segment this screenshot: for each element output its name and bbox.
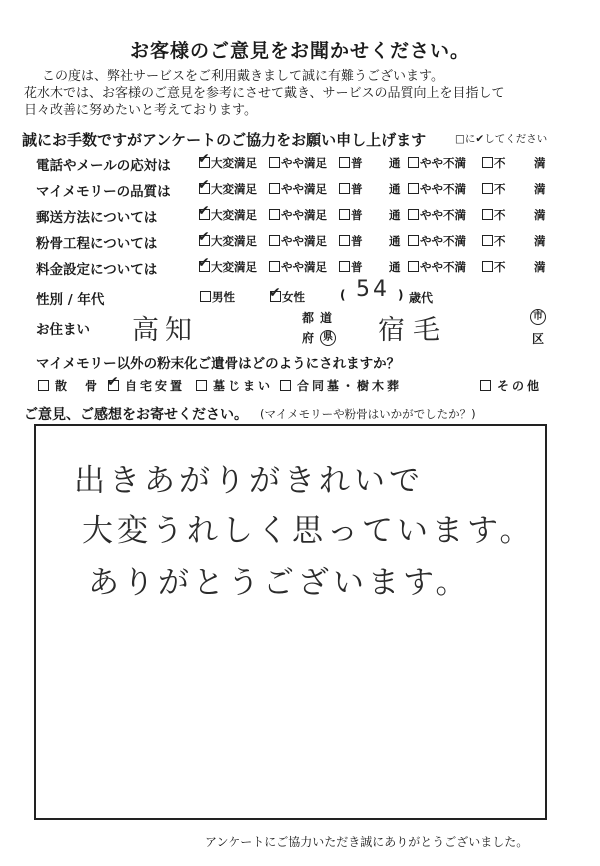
rating-option [389,181,401,197]
rating-option-label: 大変満足 [211,260,257,274]
rating-checkbox[interactable] [339,183,350,194]
check-mark: ✔ [198,255,210,271]
rating-option[interactable] [408,233,466,249]
after-question: マイメモリー以外の粉末化ご遺骨はどのようにされますか？ [36,356,401,372]
female-checkbox[interactable] [269,285,281,302]
question-label: マイメモリーの品質は [36,184,171,200]
rating-option[interactable] [269,207,327,223]
rating-option-label: やや満足 [281,156,327,170]
rating-checkbox[interactable] [482,209,493,220]
rating-checkbox[interactable] [482,183,493,194]
rating-option-label: やや満足 [281,182,327,196]
rating-option-label: 不 [494,208,506,222]
rating-option [389,233,401,249]
rating-checkbox[interactable] [408,157,419,168]
after-option-label: その他 [497,379,543,393]
rating-option[interactable] [339,181,363,197]
rating-option[interactable] [198,151,257,171]
after-option[interactable] [480,377,542,394]
ward-label: 区 [532,332,545,346]
rating-option[interactable] [198,177,257,197]
age-value[interactable]: 54 [356,277,390,302]
rating-checkbox[interactable] [269,183,280,194]
rating-option [534,155,546,171]
rating-option-label: 普 [351,234,363,248]
female-label: 女性 [282,290,305,304]
rating-checkbox[interactable] [269,235,280,246]
rating-checkbox[interactable] [269,209,280,220]
check-mark: ✔ [198,177,210,193]
footer-thanks: アンケートにご協力いただき誠にありがとうございました。 [205,835,529,849]
after-option-label: 自宅安置 [125,379,186,393]
rating-option[interactable] [339,155,363,171]
rating-checkbox[interactable] [198,255,210,272]
intro-line-2: 花水木では、お客様のご意見を参考にさせて戴き、サービスの品質向上を目指して [24,86,505,101]
rating-option[interactable] [198,229,257,249]
rating-checkbox[interactable] [269,261,280,272]
rating-option-label: 通 [389,234,401,248]
male-option[interactable] [200,289,235,305]
after-option-label: 散 骨 [55,379,101,393]
rating-option [389,155,401,171]
city-value[interactable]: 宿毛 [378,315,448,346]
after-option-checkbox[interactable] [107,374,119,391]
rating-option[interactable] [408,155,466,171]
rating-option-label: 通 [389,156,401,170]
rating-option-label: やや満足 [281,260,327,274]
comment-line-3: ありがとうございます。 [88,565,471,601]
rating-checkbox[interactable] [482,235,493,246]
rating-option-label: やや不満 [420,208,466,222]
rating-option-label: 普 [351,156,363,170]
rating-option-label: 満 [534,156,546,170]
rating-option-label: 大変満足 [211,234,257,248]
rating-option-label: やや不満 [420,260,466,274]
check-mark: ✔ [107,374,119,390]
address-label: お住まい [36,322,90,338]
rating-checkbox[interactable] [408,209,419,220]
rating-option[interactable] [482,207,506,223]
rating-option-label: 大変満足 [211,182,257,196]
rating-option[interactable] [198,203,257,223]
rating-option [534,233,546,249]
rating-option-label: 不 [494,156,506,170]
female-option[interactable] [269,285,305,305]
after-option-checkbox[interactable] [480,380,491,391]
rating-checkbox[interactable] [408,235,419,246]
after-option-checkbox[interactable] [280,380,291,391]
age-suffix: 歳代 [409,291,434,305]
rating-option[interactable] [408,181,466,197]
rating-option-label: やや満足 [281,234,327,248]
rating-checkbox[interactable] [339,261,350,272]
rating-option[interactable] [269,155,327,171]
rating-option [534,181,546,197]
rating-option [389,207,401,223]
city-marker-circled: 市 [530,308,546,325]
check-mark: ✔ [198,151,210,167]
rating-option[interactable] [198,255,257,275]
after-option[interactable] [107,374,186,394]
female-check-mark: ✔ [269,285,281,301]
after-option-label: 合同墓・樹木葬 [297,379,403,393]
rating-checkbox[interactable] [408,183,419,194]
survey-heading: 誠にお手数ですがアンケートのご協力をお願い申し上げます [22,131,427,149]
rating-checkbox[interactable] [482,157,493,168]
rating-option[interactable] [339,259,363,275]
rating-option-label: やや不満 [420,234,466,248]
rating-option [534,207,546,223]
rating-option[interactable] [269,181,327,197]
after-option[interactable] [38,377,100,394]
rating-checkbox[interactable] [198,203,210,220]
rating-option-label: 満 [534,182,546,196]
rating-option[interactable] [269,233,327,249]
rating-option-label: 通 [389,260,401,274]
question-label: 郵送方法については [36,210,158,226]
rating-option-label: 通 [389,208,401,222]
pref-label-ken-circled: 県 [320,329,336,346]
comment-line-2: 大変うれしく思っています。 [82,513,535,549]
rating-checkbox[interactable] [269,157,280,168]
rating-option [534,259,546,275]
rating-option-label: 大変満足 [211,156,257,170]
question-label: 粉骨工程については [36,236,158,252]
age-open-paren: ( [340,288,346,302]
pref-label-to: 都 [302,311,315,325]
comment-heading: ご意見、ご感想をお寄せください。 [24,407,248,423]
rating-option[interactable] [408,207,466,223]
rating-option-label: 大変満足 [211,208,257,222]
comment-line-1: 出きあがりがきれいで [74,463,424,499]
rating-checkbox[interactable] [408,261,419,272]
rating-option-label: やや満足 [281,208,327,222]
rating-option[interactable] [482,233,506,249]
after-option[interactable] [280,377,402,394]
after-option-checkbox[interactable] [196,380,207,391]
rating-option [389,259,401,275]
male-checkbox[interactable] [200,291,211,302]
pref-label-do: 道 [320,311,333,325]
pref-label-fu: 府 [302,331,315,345]
rating-option[interactable] [482,181,506,197]
question-label: 料金設定については [36,262,158,278]
rating-checkbox[interactable] [482,261,493,272]
rating-checkbox[interactable] [198,229,210,246]
rating-option-label: 普 [351,182,363,196]
rating-checkbox[interactable] [339,235,350,246]
rating-option[interactable] [408,259,466,275]
rating-option-label: やや不満 [420,156,466,170]
rating-option-label: やや不満 [420,182,466,196]
rating-option[interactable] [339,233,363,249]
rating-option-label: 満 [534,208,546,222]
comment-subheading: (マイメモリーや粉骨はいかがでしたか？) [260,407,476,421]
rating-option-label: 通 [389,182,401,196]
rating-option-label: 満 [534,260,546,274]
rating-option-label: 満 [534,234,546,248]
page-title: お客様のご意見をお聞かせください。 [129,40,470,62]
rating-checkbox[interactable] [339,209,350,220]
rating-option[interactable] [482,155,506,171]
age-close-paren: ) [398,288,404,302]
check-mark: ✔ [198,203,210,219]
after-option-checkbox[interactable] [38,380,49,391]
after-option[interactable] [196,377,273,394]
rating-option-label: 不 [494,260,506,274]
rating-option[interactable] [482,259,506,275]
rating-option-label: 不 [494,182,506,196]
after-option-label: 墓じまい [213,379,274,393]
rating-checkbox[interactable] [198,151,210,168]
check-mark: ✔ [198,229,210,245]
rating-option[interactable] [339,207,363,223]
male-label: 男性 [212,290,235,304]
intro-line-3: 日々改善に努めたいと考えております。 [24,103,257,118]
rating-option-label: 普 [351,208,363,222]
gender-age-label: 性別 / 年代 [36,292,105,308]
rating-option-label: 不 [494,234,506,248]
intro-line-1: この度は、弊社サービスをご利用戴きまして誠に有難うございます。 [42,69,444,84]
rating-option[interactable] [269,259,327,275]
prefecture-value[interactable]: 高知 [132,315,198,346]
rating-checkbox[interactable] [198,177,210,194]
rating-checkbox[interactable] [339,157,350,168]
survey-note: □に✔してください [455,133,548,145]
question-label: 電話やメールの応対は [36,158,171,174]
rating-option-label: 普 [351,260,363,274]
